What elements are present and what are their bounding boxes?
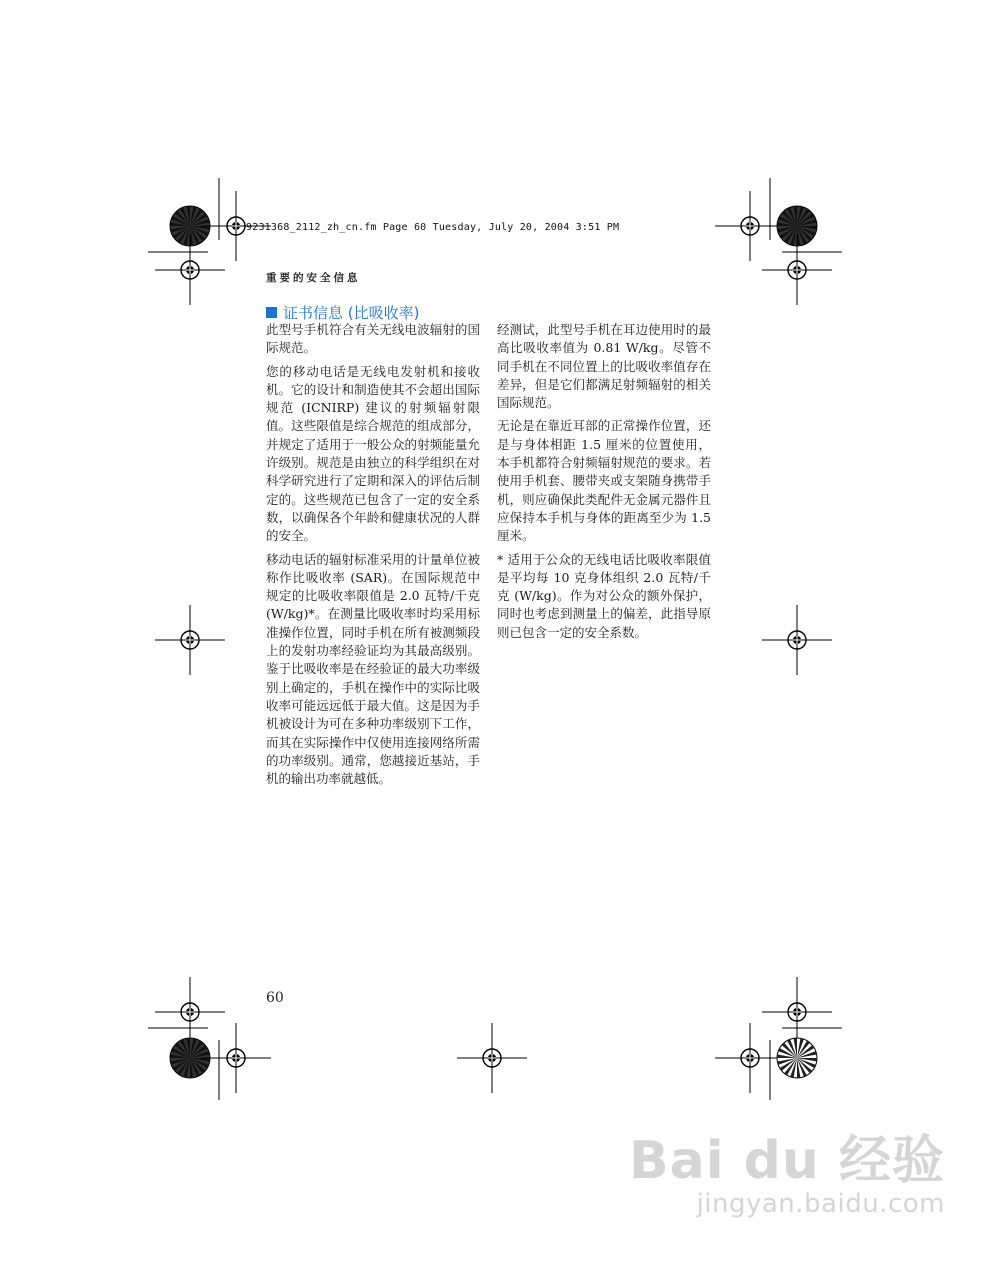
right-column — [497, 321, 711, 647]
watermark-url: jingyan.baidu.com — [696, 1189, 945, 1219]
paragraph: 移动电话的辐射标准采用的计量单位被称作比吸收率 (SAR)。在国际规范中规定的比吸收率限值是 2.0 瓦特/千克 (W/kg)*。在测量比吸收率时均采用标准操作位置，同时手机在所有被测频段上的发射功率经验证均为其最高级别。鉴于比吸收率是在经验证的最大功率级别上确定的，手机在操作中的实际比吸收率可能远远低于最大值。这是因为手机被设计为可在多种功率级别下工作，而其在实际操作中仅使用连接网络所需的功率级别。通常，您越接近基站，手机的输出功率就越低。 — [266, 551, 480, 787]
paragraph: * 适用于公众的无线电话比吸收率限值是平均每 10 克身体组织 2.0 瓦特/千克 (W/kg)。作为对公众的额外保护，同时也考虑到测量上的偏差，此指导原则已包含一定的安全系数。 — [497, 551, 711, 640]
registration-mark-icon — [762, 977, 832, 1047]
registration-mark-icon — [155, 235, 225, 305]
star-target-icon — [777, 1038, 817, 1078]
title-square-icon — [266, 307, 277, 318]
paragraph: 此型号手机符合有关无线电波辐射的国际规范。 — [266, 322, 480, 356]
paragraph: 经测试，此型号手机在耳边使用时的最高比吸收率值为 0.81 W/kg。尽管不同手机在不同位置上的比吸收率值存在差异，但是它们都满足射频辐射的相关国际规范。 — [497, 322, 711, 411]
article-title — [266, 302, 419, 323]
paragraph: 无论是在靠近耳部的正常操作位置，还是与身体相距 1.5 厘米的位置使用，本手机都符合射频辐射规范的要求。若使用手机套、腰带夹或支架随身携带手机，则应确保此类配件无金属元器件且应保持本手机与身体的距离至少为 1.5 厘米。 — [497, 418, 711, 544]
registration-mark-icon — [201, 1023, 271, 1093]
section-header: 重要的安全信息 — [266, 272, 361, 284]
article-title-text: 证书信息 (比吸收率) — [283, 304, 420, 322]
watermark-logo: Bai du 经验 — [629, 1131, 945, 1191]
paragraph: 您的移动电话是无线电发射机和接收机。它的设计和制造使其不会超出国际规范 (ICNIRP) 建议的射频辐射限值。这些限值是综合规范的组成部分，并规定了适用于一般公众的射频能量允许级别。规范是由独立的科学组织在对科学研究进行了定期和深入的评估后制定的。这些规范已包含了一定的安全系数，以确保各个年龄和健康状况的人群的安全。 — [266, 363, 480, 544]
registration-mark-icon — [715, 191, 785, 261]
registration-mark-icon — [762, 605, 832, 675]
page-number: 60 — [266, 990, 284, 1006]
registration-mark-icon — [762, 235, 832, 305]
registration-mark-icon — [155, 977, 225, 1047]
registration-mark-icon — [457, 1023, 527, 1093]
left-column — [266, 321, 480, 793]
registration-mark-icon — [155, 605, 225, 675]
file-info-line: 9231368_2112_zh_cn.fm Page 60 Tuesday, July 20, 2004 3:51 PM — [246, 222, 620, 233]
registration-mark-icon — [715, 1023, 785, 1093]
baidu-watermark — [629, 1118, 945, 1219]
